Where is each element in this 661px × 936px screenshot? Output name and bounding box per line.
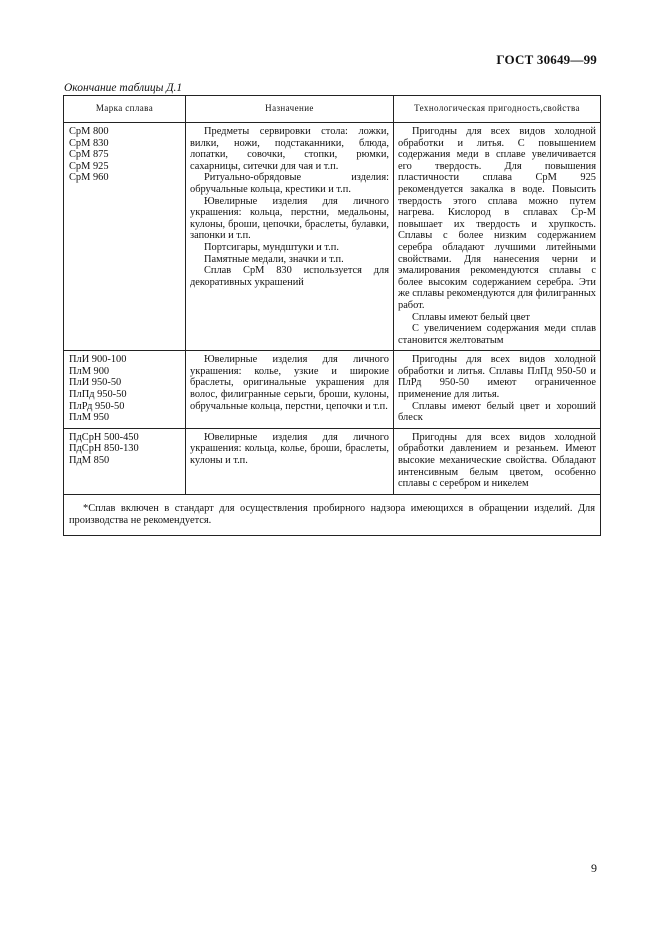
properties-paragraph: Пригодны для всех видов холодной обработки и литья. Сплавы ПлПд 950-50 и ПлРд 950-50 имеют ограниченное применение для литья. [398, 354, 596, 401]
column-header-purpose: Назначение [186, 96, 394, 123]
purpose-cell [186, 351, 394, 429]
purpose-paragraph: Предметы сервировки стола: ложки, вилки, ножи, подстаканники, блюда, лопатки, совочки, стопки, рюмки, сахарницы, ситечки для чая и т.п. [190, 126, 389, 172]
page-number: 9 [591, 861, 597, 875]
properties-paragraph: Сплавы имеют белый цвет и хороший блеск [398, 400, 596, 424]
purpose-cell [186, 428, 394, 494]
grade-item: ПлРд 950-50 [69, 400, 125, 412]
grade-item: СрМ 830 [69, 137, 109, 149]
grade-item: ПдСрН 500-450 [69, 431, 139, 443]
grade-item: ПдСрН 850-130 [69, 443, 139, 455]
grade-cell [64, 351, 186, 429]
footnote-text: *Сплав включен в стандарт для осуществления пробирного надзора имеющихся в обращении изделий. Для производства не рекомендуется. [69, 502, 595, 527]
grade-item: ПлИ 950-50 [69, 377, 122, 389]
table-row [64, 351, 601, 429]
table-row [64, 123, 601, 351]
properties-cell [394, 123, 601, 351]
purpose-paragraph: Ювелирные изделия для личного украшения: кольца, колье, броши, браслеты, кулоны и т.п. [190, 431, 389, 467]
purpose-paragraph: Портсигары, мундштуки и т.п. [204, 241, 339, 253]
purpose-paragraph: Ювелирные изделия для личного украшения: кольца, перстни, медальоны, кулоны, броши, цепочки, браслеты, булавки, запонки и т.п. [190, 195, 389, 242]
table-caption: Окончание таблицы Д.1 [64, 82, 183, 94]
properties-paragraph: Пригодны для всех видов холодной обработки давлением и резаньем. Имеют высокие механические свойства. Обладают интенсивным белым цветом, особенно сплавы с серебром и никелем [398, 431, 596, 490]
purpose-paragraph: Ритуально-обрядовые изделия: обручальные кольца, крестики и т.п. [190, 172, 389, 195]
grade-item: СрМ 800 [69, 126, 109, 137]
grade-item: СрМ 925 [69, 160, 109, 172]
grade-item: ПлИ 900-100 [69, 354, 127, 366]
grade-item: ПлМ 950 [69, 412, 110, 424]
properties-paragraph: Сплавы имеют белый цвет [412, 311, 530, 323]
grade-item: СрМ 960 [69, 172, 109, 184]
purpose-paragraph: Ювелирные изделия для личного украшения: колье, узкие и широкие браслеты, оригинальные украшения для волос, филигранные серьги, броши, кулоны, обручальные кольца, перстни, цепочки и т.п. [190, 354, 389, 412]
purpose-paragraph: Памятные медали, значки и т.п. [204, 253, 344, 265]
grade-item: ПдМ 850 [69, 455, 110, 467]
column-header-grade: Марка сплава [64, 96, 186, 123]
grade-item: ПлМ 900 [69, 365, 110, 377]
grade-cell [64, 428, 186, 494]
standard-number: ГОСТ 30649—99 [496, 52, 597, 67]
footnote-cell [64, 494, 601, 535]
footnote-row [64, 494, 601, 535]
grade-item: СрМ 875 [69, 149, 109, 161]
properties-cell [394, 428, 601, 494]
properties-cell [394, 351, 601, 429]
properties-paragraph: С увеличением содержания меди сплав становится желтоватым [398, 323, 596, 346]
table-header-row [64, 96, 601, 123]
purpose-cell [186, 123, 394, 351]
table-row [64, 428, 601, 494]
grade-cell [64, 123, 186, 351]
column-header-properties: Технологическая пригодность,свойства [394, 96, 601, 123]
purpose-paragraph: Сплав СрМ 830 используется для декоративных украшений [190, 265, 389, 288]
alloy-table [63, 95, 600, 536]
grade-item: ПлПд 950-50 [69, 389, 127, 401]
properties-paragraph: Пригодны для всех видов холодной обработки и литья. С повышением содержания меди в сплаве увеличивается его твердость. Для повышения пластичности сплава СрМ 925 рекомендуется закалка в воде. Повысить твердость этого сплава можно путем нагрева. Кислород в сплавах Ср-М повышает их твердость и хрупкость. Сплавы с более низким содержанием серебра обладают лучшими литейными свойствами. Для нанесения черни и эмалирования рекомендуются сплавы с более высоким содержанием серебра. Эти же сплавы рекомендуются для филигранных работ. [398, 126, 596, 311]
